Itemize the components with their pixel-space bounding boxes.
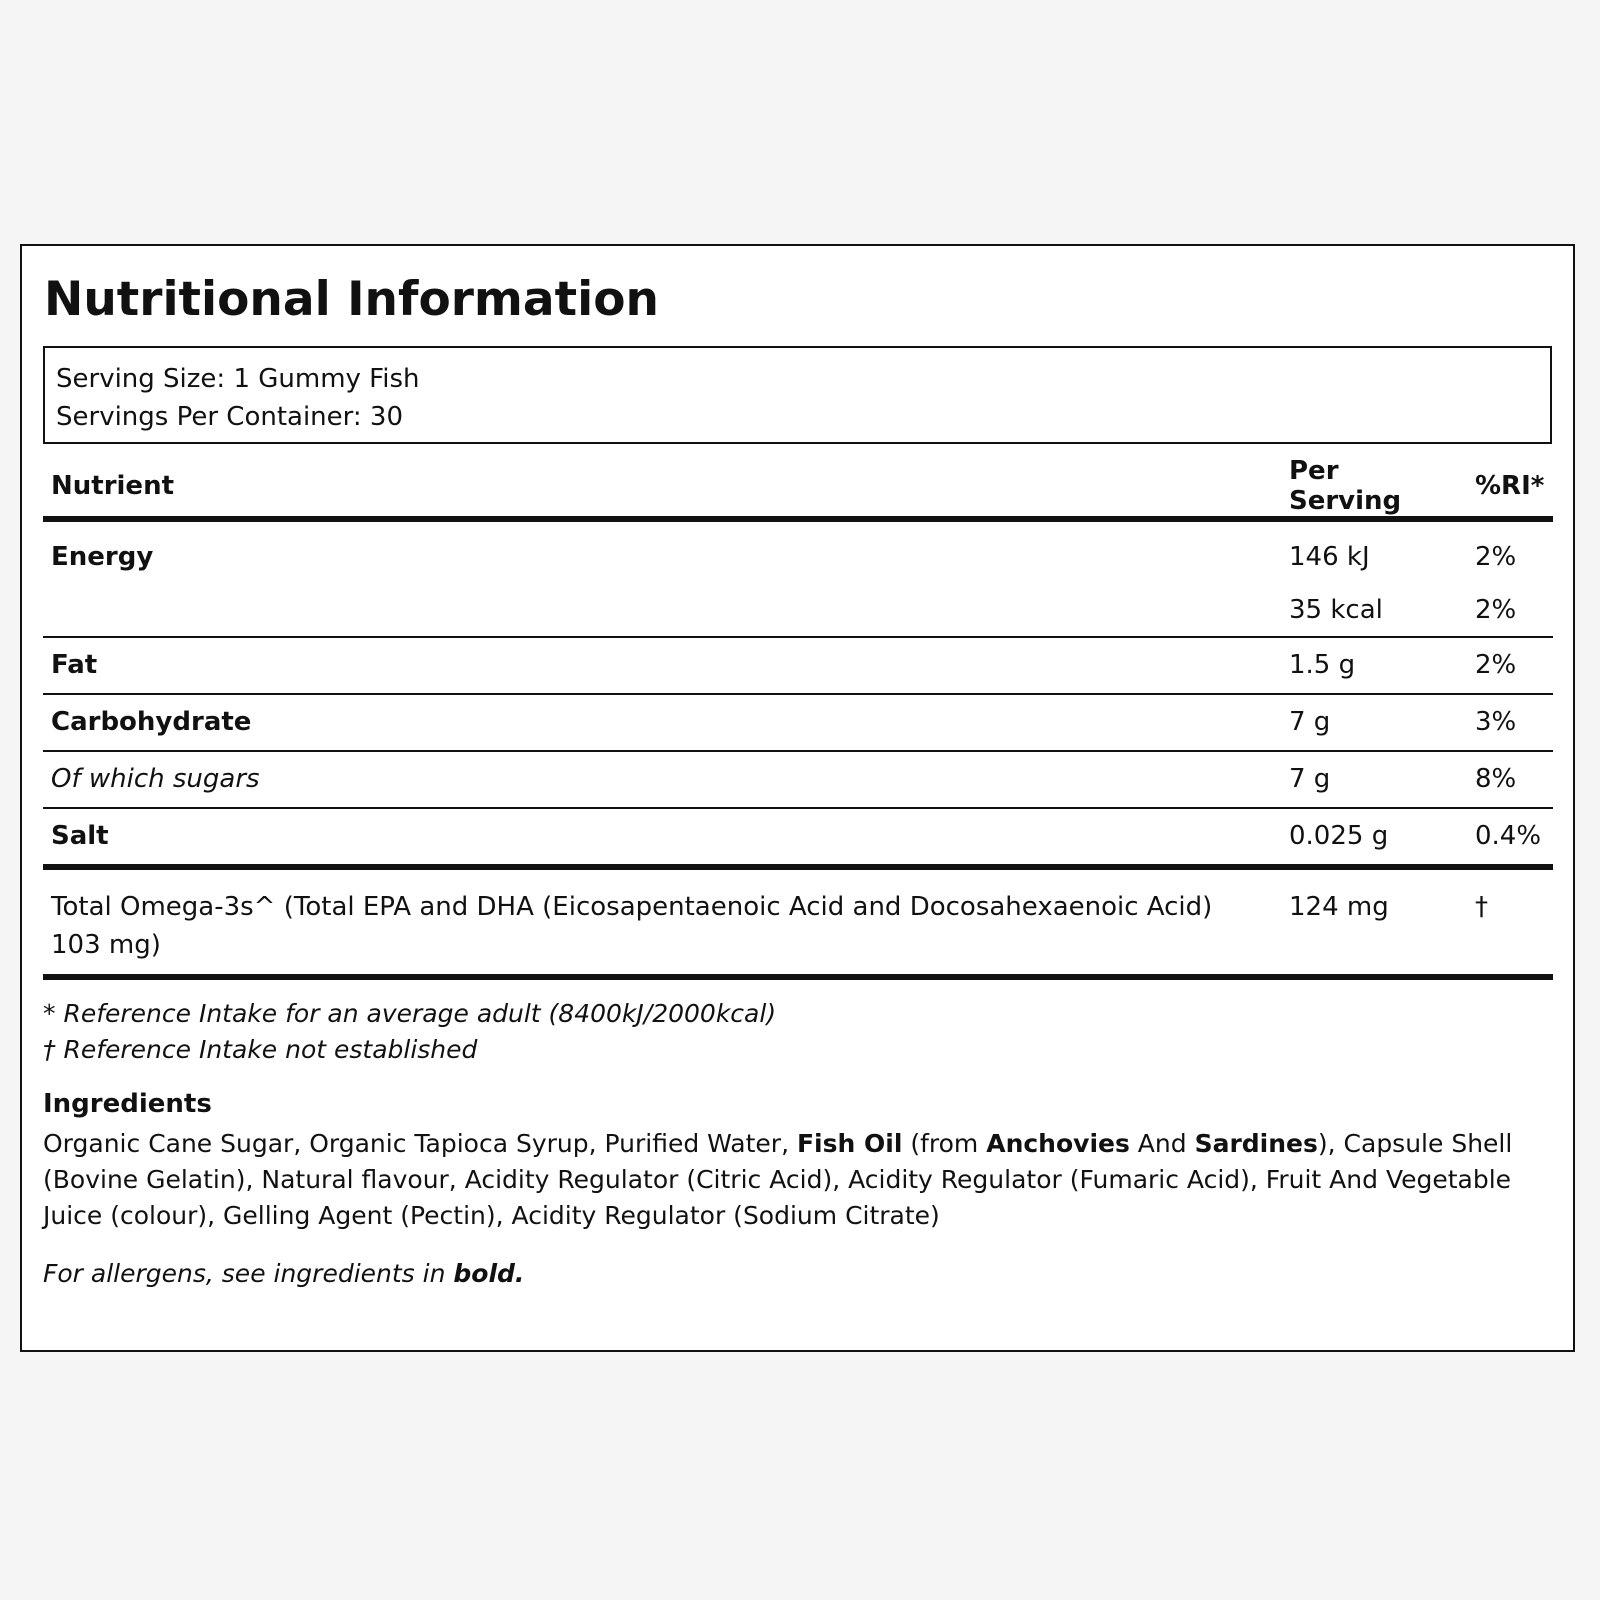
nutrient-name: Fat [43, 637, 1281, 694]
allergen-ingredient: Fish Oil [796, 1129, 903, 1158]
nutrient-name: Total Omega-3s^ (Total EPA and DHA (Eicosapentaenoic Acid and Docosahexaenoic Acid) 103 mg) [43, 867, 1281, 977]
allergen-ingredient: Sardines [1194, 1129, 1318, 1158]
serving-info-box [43, 346, 1552, 444]
allergen-note-text: For allergens, see ingredients in [43, 1259, 454, 1288]
ingredients-part: And [1129, 1129, 1195, 1158]
per-serving-value: 1.5 g [1281, 637, 1467, 694]
ri-value: 2% [1467, 584, 1553, 637]
footnote-not-established: † Reference Intake not established [43, 1035, 478, 1064]
footnote-ri: * Reference Intake for an average adult (8400kJ/2000kcal) [43, 999, 777, 1028]
allergen-ingredient: Anchovies [986, 1129, 1130, 1158]
per-serving-value: 146 kJ [1289, 542, 1370, 572]
table-header-row [43, 456, 1553, 519]
header-ri: %RI* [1467, 456, 1553, 519]
ingredients-text [43, 1126, 1553, 1234]
allergen-note [43, 1256, 524, 1292]
per-serving-value: 35 kcal [1281, 584, 1467, 637]
per-serving-value: 7 g [1281, 751, 1467, 808]
header-per-serving: Per Serving [1281, 456, 1467, 519]
nutrient-name: Salt [43, 808, 1281, 867]
table-row [43, 867, 1553, 977]
nutrient-name: Carbohydrate [43, 694, 1281, 751]
nutrition-table [43, 456, 1553, 980]
per-serving-value: 0.025 g [1281, 808, 1467, 867]
serving-size: Serving Size: 1 Gummy Fish [56, 364, 420, 394]
ri-value: 8% [1467, 751, 1553, 808]
table-row [43, 751, 1553, 808]
ingredients-part: ), Capsule Shell (Bovine Gelatin), Natural flavour, Acidity Regulator (Citric Acid), Acidity Regulator (Fumaric Acid), Fruit And Vegetable Juice (colour), Gelling Agent (Pectin), Acidity Regulator (Sodium Citrate) [43, 1129, 1513, 1230]
allergen-note-bold: bold. [453, 1259, 525, 1288]
table-row [43, 808, 1553, 867]
label-title: Nutritional Information [44, 272, 659, 327]
ingredients-heading: Ingredients [43, 1089, 212, 1119]
ri-value: 2% [1475, 542, 1517, 572]
ri-value: 0.4% [1467, 808, 1553, 867]
nutrient-name: Energy [51, 542, 154, 572]
nutrition-label-panel [20, 244, 1575, 1352]
table-row [43, 694, 1553, 751]
footnotes [43, 996, 776, 1068]
table-row [43, 637, 1553, 694]
header-nutrient: Nutrient [43, 456, 1281, 519]
ingredients-part: (from [902, 1129, 987, 1158]
table-row [43, 584, 1553, 637]
ri-value: 3% [1467, 694, 1553, 751]
per-serving-value: 7 g [1281, 694, 1467, 751]
servings-per-container: Servings Per Container: 30 [56, 402, 404, 432]
ri-value: 2% [1467, 637, 1553, 694]
nutrient-name: Of which sugars [43, 751, 1281, 808]
per-serving-value: 124 mg [1281, 867, 1467, 977]
nutrient-name [43, 584, 1281, 637]
table-row [43, 519, 1553, 584]
ingredients-part: Organic Cane Sugar, Organic Tapioca Syrup, Purified Water, [43, 1129, 797, 1158]
ri-value: † [1467, 867, 1553, 977]
